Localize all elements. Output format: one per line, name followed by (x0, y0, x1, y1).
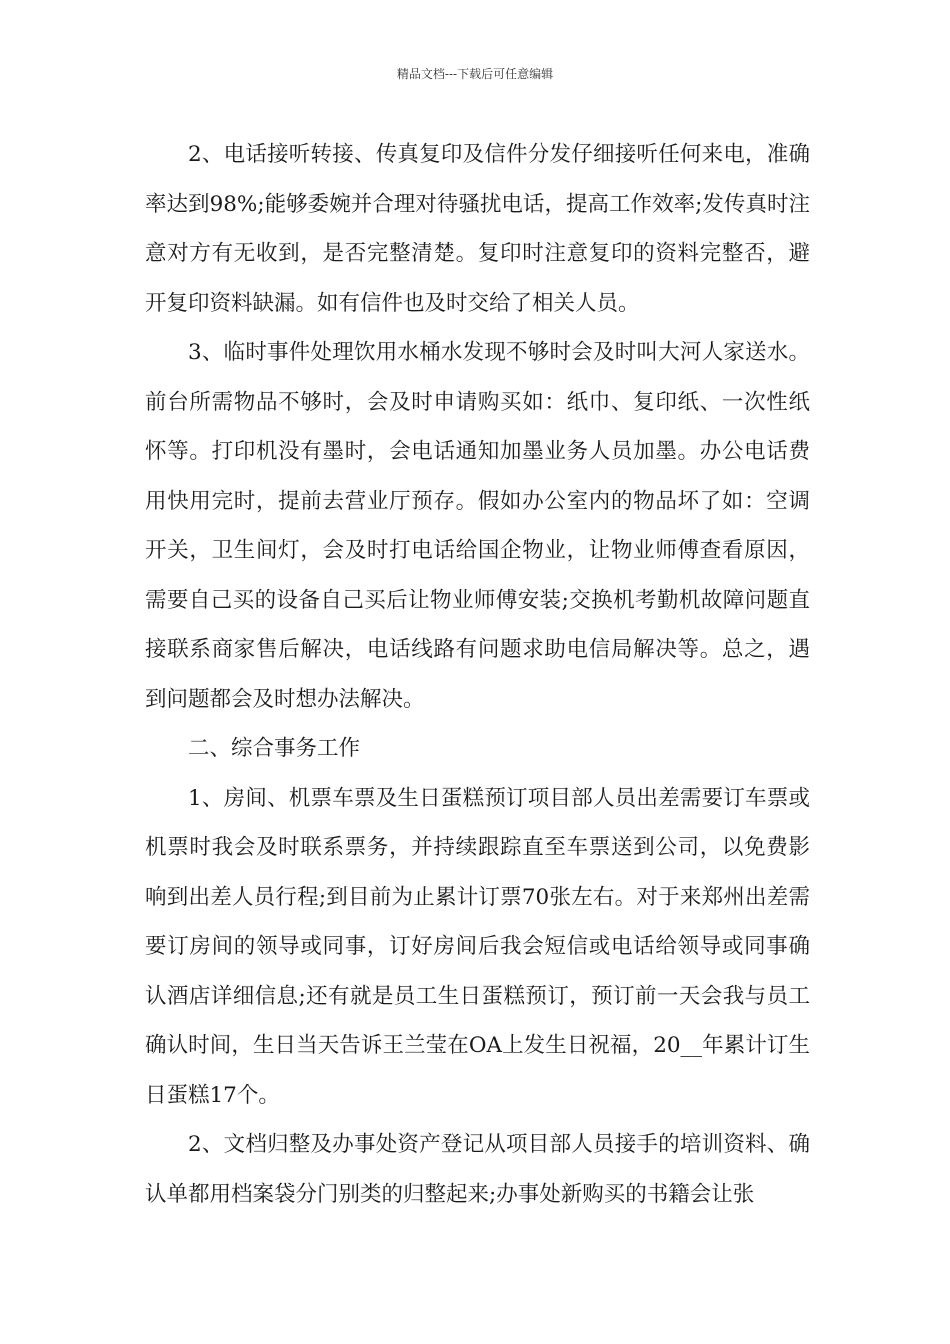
paragraph-phone-fax: 2、电话接听转接、传真复印及信件分发仔细接听任何来电，准确率达到98%;能够委婉并合理对待骚扰电话，提高工作效率;发传真时注意对方有无收到，是否完整清楚。复印时注意复印的资料完整否，避开复印资料缺漏。如有信件也及时交给了相关人员。 (145, 142, 810, 316)
paragraph-documents-assets: 2、文档归整及办事处资产登记从项目部人员接手的培训资料、确认单都用档案袋分门别类的归整起来;办事处新购买的书籍会让张 (145, 1132, 810, 1207)
section-heading-general-affairs: 二、综合事务工作 (188, 736, 361, 761)
paragraph-bookings: 1、房间、机票车票及生日蛋糕预订项目部人员出差需要订车票或机票时我会及时联系票务，并持续跟踪直至车票送到公司，以免费影响到出差人员行程;到目前为止累计订票70张左右。对于来郑州出差需要订房间的领导或同事，订好房间后我会短信或电话给领导或同事确认酒店详细信息;还有就是员工生日蛋糕预订，预订前一天会我与员工确认时间，生日当天告诉王兰莹在OA上发生日祝福，20__年累计订生日蛋糕17个。 (145, 785, 810, 1108)
document-body (145, 130, 810, 1219)
page-header: 精品文档---下载后可任意编辑 (396, 67, 554, 81)
paragraph-temporary-events: 3、临时事件处理饮用水桶水发现不够时会及时叫大河人家送水。前台所需物品不够时，会及时申请购买如：纸巾、复印纸、一次性纸怀等。打印机没有墨时，会电话通知加墨业务人员加墨。办公电话费用快用完时，提前去营业厅预存。假如办公室内的物品坏了如：空调开关，卫生间灯，会及时打电话给国企物业，让物业师傅查看原因，需要自己买的设备自己买后让物业师傅安装;交换机考勤机故障问题直接联系商家售后解决，电话线路有问题求助电信局解决等。总之，遇到问题都会及时想办法解决。 (145, 340, 810, 712)
